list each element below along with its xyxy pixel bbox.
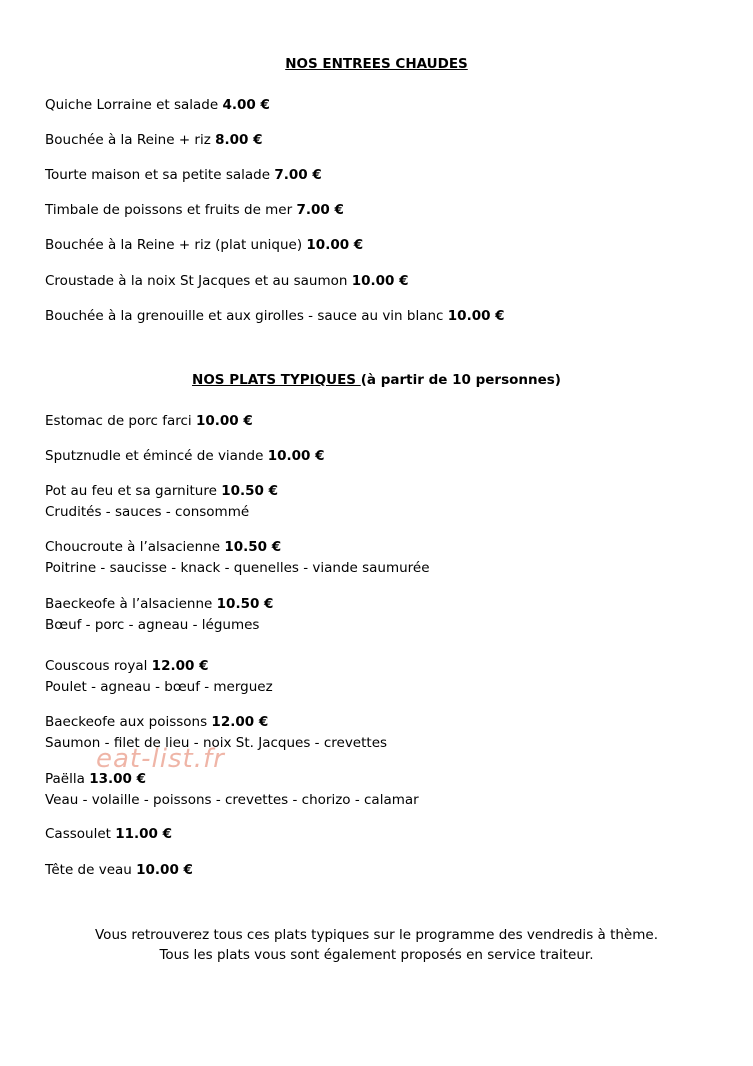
item-name: Tête de veau [45, 862, 132, 878]
item-name: Bouchée à la Reine + riz [45, 132, 211, 148]
item-description: Veau - volaille - poissons - crevettes - chorizo - calamar [45, 792, 419, 808]
item-description: Poulet - agneau - bœuf - merguez [45, 679, 273, 695]
item-price: 10.00 € [136, 862, 193, 878]
item-name: Pot au feu et sa garniture [45, 483, 217, 499]
menu-item [45, 481, 278, 523]
item-description: Saumon - filet de lieu - noix St. Jacques - crevettes [45, 735, 388, 751]
plats-title: NOS PLATS TYPIQUES [192, 372, 361, 388]
item-price: 10.00 € [447, 308, 505, 324]
menu-item [45, 769, 419, 811]
entrees-section-title [0, 56, 753, 72]
item-description: Bœuf - porc - agneau - légumes [45, 617, 260, 633]
item-name: Baeckeofe à l’alsacienne [45, 596, 213, 612]
menu-item [45, 656, 273, 698]
item-name: Sputznudle et émincé de viande [45, 448, 264, 464]
item-price: 7.00 € [296, 202, 344, 218]
item-name: Cassoulet [45, 826, 111, 842]
item-name: Paëlla [45, 771, 85, 787]
item-name: Bouchée à la grenouille et aux girolles - sauce au vin blanc [45, 308, 444, 324]
item-name: Croustade à la noix St Jacques et au saumon [45, 273, 348, 289]
item-name: Baeckeofe aux poissons [45, 714, 208, 730]
menu-item [45, 130, 263, 151]
item-price: 12.00 € [151, 658, 209, 674]
menu-item [45, 594, 273, 636]
item-description: Poitrine - saucisse - knack - quenelles - viande saumurée [45, 560, 430, 576]
item-name: Timbale de poissons et fruits de mer [45, 202, 293, 218]
plats-section-title [0, 372, 753, 388]
item-price: 10.00 € [306, 237, 364, 253]
item-name: Estomac de porc farci [45, 413, 192, 429]
item-price: 11.00 € [115, 826, 173, 842]
item-price: 7.00 € [274, 167, 322, 183]
item-name: Tourte maison et sa petite salade [45, 167, 271, 183]
item-price: 13.00 € [89, 771, 146, 787]
item-name: Couscous royal [45, 658, 148, 674]
menu-item [45, 200, 344, 221]
item-price: 10.00 € [267, 448, 325, 464]
menu-item [45, 271, 409, 292]
menu-item [45, 411, 253, 432]
item-name: Quiche Lorraine et salade [45, 97, 219, 113]
menu-item [45, 824, 172, 845]
plats-subtitle: (à partir de 10 personnes) [360, 372, 561, 388]
item-price: 10.00 € [351, 273, 409, 289]
menu-item [45, 537, 430, 579]
menu-item [45, 95, 270, 116]
item-price: 10.50 € [216, 596, 274, 612]
footer-line-2: Tous les plats vous sont également proposés en service traiteur. [159, 947, 594, 963]
item-price: 10.50 € [224, 539, 282, 555]
watermark-logo: eat-list.fr [96, 744, 225, 774]
footer-line-1: Vous retrouverez tous ces plats typiques sur le programme des vendredis à thème. [95, 927, 658, 943]
menu-item [45, 306, 505, 327]
menu-item [45, 860, 193, 881]
menu-item [45, 446, 324, 467]
item-price: 12.00 € [211, 714, 269, 730]
item-price: 8.00 € [215, 132, 263, 148]
item-price: 10.50 € [221, 483, 278, 499]
item-name: Choucroute à l’alsacienne [45, 539, 221, 555]
entrees-title: NOS ENTREES CHAUDES [285, 56, 468, 72]
item-price: 10.00 € [195, 413, 253, 429]
item-price: 4.00 € [222, 97, 270, 113]
footer-note [0, 925, 753, 965]
menu-item [45, 165, 322, 186]
item-description: Crudités - sauces - consommé [45, 504, 250, 520]
menu-item [45, 235, 363, 256]
item-name: Bouchée à la Reine + riz (plat unique) [45, 237, 303, 253]
